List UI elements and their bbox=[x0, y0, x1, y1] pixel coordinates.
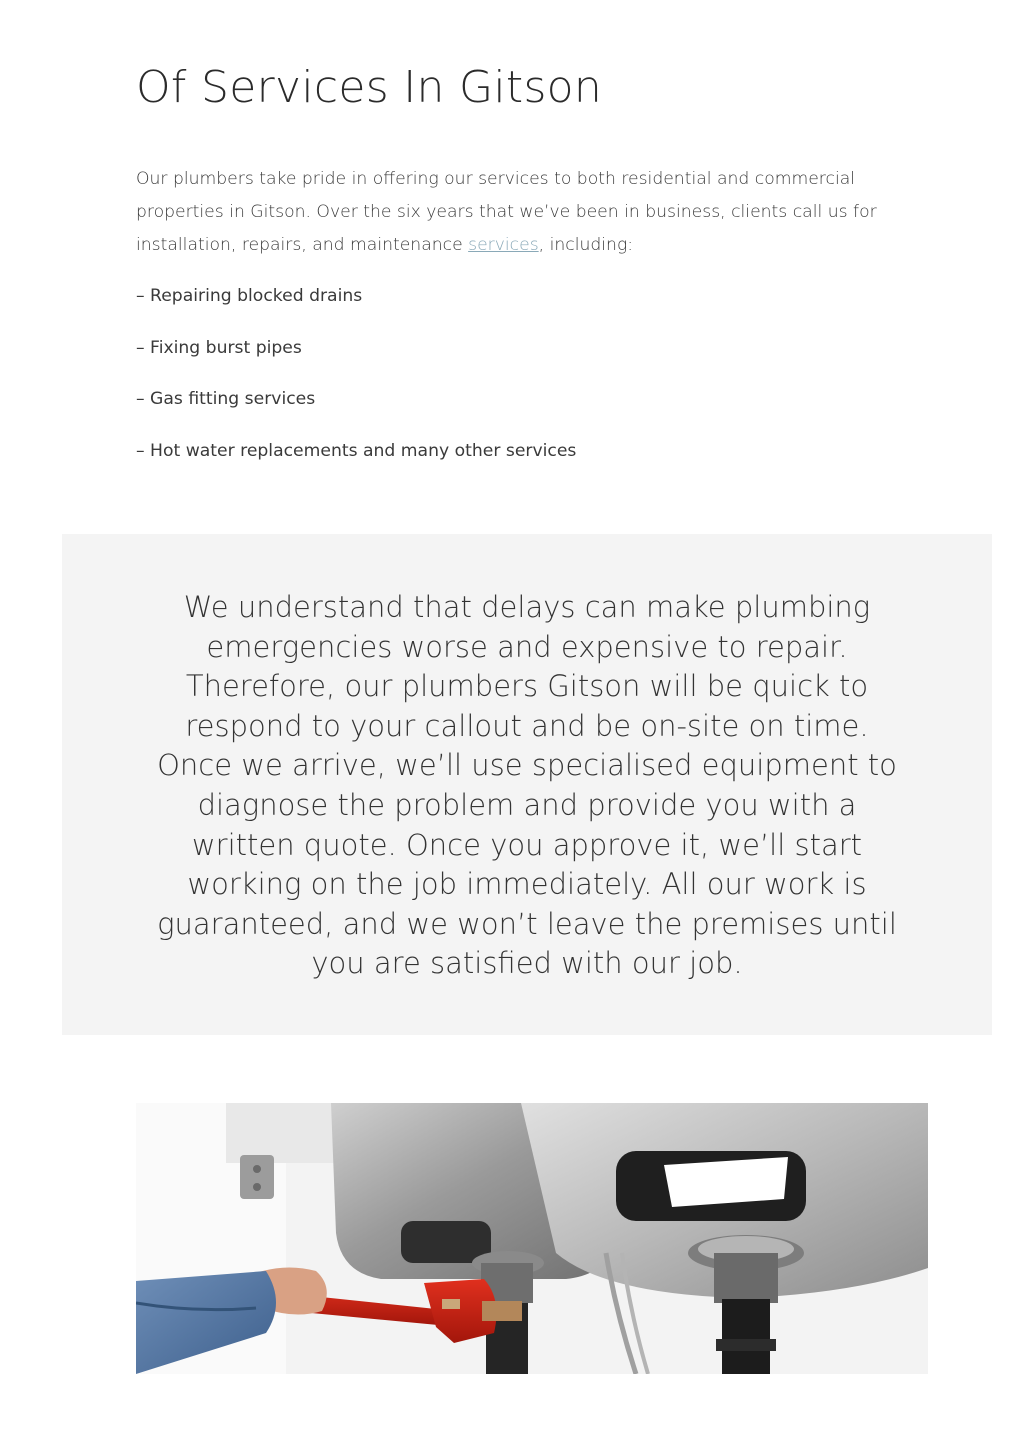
service-item: – Gas fitting services bbox=[136, 389, 316, 409]
service-item: – Repairing blocked drains bbox=[136, 286, 363, 306]
services-list bbox=[136, 280, 576, 486]
quote-text: We understand that delays can make plumbing emergencies worse and expensive to repair. Therefore, our plumbers Gitson will be quick to respond to your callout and be on-site on time. Once we arrive, we’ll use specialised equipment to diagnose the problem and provide you with a written quote. Once you approve it, we’ll start working on the job immediately. All our work is guaranteed, and we won’t leave the premises until you are satisfied with our job. bbox=[157, 590, 897, 981]
services-link[interactable]: services bbox=[468, 235, 539, 255]
plumber-under-sink-illustration bbox=[136, 1103, 928, 1374]
service-item: – Fixing burst pipes bbox=[136, 337, 302, 358]
plumber-photo bbox=[136, 1103, 928, 1374]
service-item: – Hot water replacements and many other services bbox=[136, 440, 577, 461]
intro-paragraph bbox=[136, 163, 916, 262]
page-title: Of Services In Gitson bbox=[136, 62, 603, 113]
quote-block bbox=[62, 534, 992, 1035]
intro-text: Our plumbers take pride in offering our services to both residential and commercial properties in Gitson. Over the six years that we’ve been in business, clients call us for installation, repairs, and maintenance bbox=[136, 169, 877, 255]
intro-text-end: , including: bbox=[538, 235, 634, 255]
